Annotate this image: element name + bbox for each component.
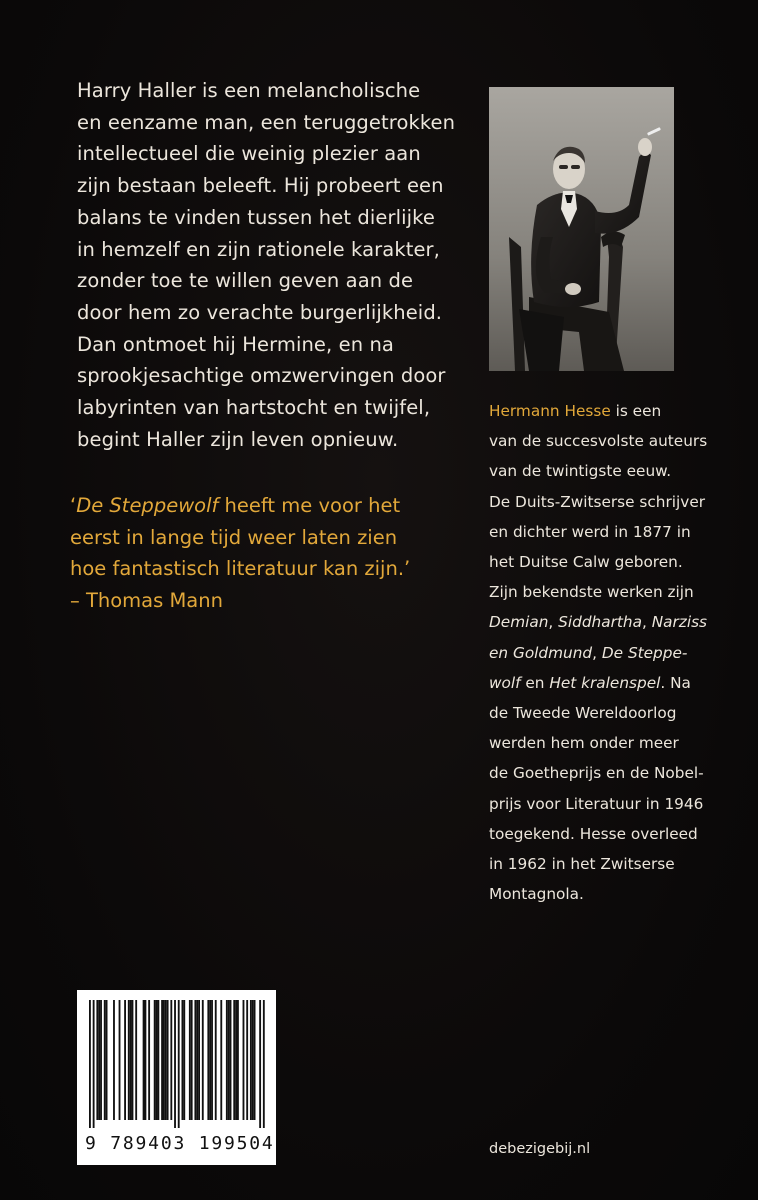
blurb-line: begint Haller zijn leven opnieuw. [77, 427, 399, 451]
barcode-bar [230, 1000, 232, 1120]
bio-line [489, 668, 689, 698]
barcode-bar [100, 1000, 102, 1120]
blurb-line: Dan ontmoet hij Hermine, en na [77, 332, 394, 356]
isbn-barcode [77, 990, 276, 1165]
barcode-bar [259, 1000, 261, 1128]
barcode-bar [93, 1000, 95, 1128]
bio-line: prijs voor Literatuur in 1946 [489, 794, 704, 813]
barcode-bar [135, 1000, 137, 1120]
bio-line: van de succesvolste auteurs [489, 432, 708, 451]
bio-line: de Goetheprijs en de Nobel- [489, 764, 704, 783]
quote-book-title: De Steppewolf [76, 494, 219, 517]
bio-line: van de twintigste eeuw. [489, 462, 672, 481]
barcode-bar [145, 1000, 147, 1120]
bio-line [489, 638, 689, 668]
barcode-bar [148, 1000, 150, 1120]
bio-separator: , [592, 643, 602, 662]
barcode-bar [167, 1000, 169, 1120]
barcode-bar [202, 1000, 204, 1120]
bio-line [489, 396, 689, 426]
barcode-bar [130, 1000, 132, 1120]
bio-separator: en [520, 673, 550, 692]
blurb-line: door hem zo verachte burgerlijkheid. [77, 300, 443, 324]
bio-text: . Na [660, 673, 691, 692]
bio-line: Zijn bekendste werken zijn [489, 583, 694, 602]
work-title: wolf [489, 673, 521, 692]
barcode-bar [174, 1000, 176, 1128]
barcode-bar [235, 1000, 237, 1120]
barcode-bar [250, 1000, 252, 1120]
barcode-bar [226, 1000, 228, 1120]
work-title: De Steppe- [601, 643, 688, 662]
barcode-bar [157, 1000, 159, 1120]
barcode-bar [154, 1000, 156, 1120]
author-photo [489, 87, 674, 371]
work-title: Siddhartha [558, 613, 642, 632]
quote-line: hoe fantastisch literatuur kan zijn.’ [70, 557, 411, 581]
blurb-line: Harry Haller is een melancholische [77, 79, 421, 102]
barcode-bar [246, 1000, 248, 1120]
bio-separator: , [548, 613, 559, 632]
blurb-line: intellectueel die weinig plezier aan [77, 142, 421, 166]
bio-line [489, 607, 708, 637]
barcode-bar [233, 1000, 235, 1120]
barcode-bar [156, 1000, 158, 1120]
barcode-bar [207, 1000, 209, 1120]
bio-line: Montagnola. [489, 885, 584, 904]
barcode-bar [252, 1000, 254, 1120]
barcode-bar [189, 1000, 191, 1120]
blurb-line: in hemzelf en zijn rationele karakter, [77, 237, 440, 261]
blurb-line: zijn bestaan beleeft. Hij probeert een [77, 174, 444, 198]
barcode-bar [98, 1000, 100, 1120]
quote-line: eerst in lange tijd weer laten zien [70, 525, 398, 549]
work-title: en Goldmund [489, 643, 593, 662]
barcode-bar [243, 1000, 245, 1120]
barcode-bar [194, 1000, 196, 1120]
blurb-line: zonder toe te willen geven aan de [77, 269, 414, 293]
barcode-bar [89, 1000, 91, 1128]
barcode-bar [106, 1000, 108, 1120]
blurb-line: sprookjesachtige omzwervingen door [77, 364, 446, 388]
bio-separator: , [641, 613, 652, 632]
barcode-bar [209, 1000, 211, 1120]
barcode-bar [183, 1000, 185, 1120]
blurb-text [77, 75, 456, 455]
barcode-bar [263, 1000, 265, 1128]
barcode-bar [132, 1000, 134, 1120]
work-title: Narziss [651, 613, 708, 632]
barcode-bar [220, 1000, 222, 1120]
barcode-bar [211, 1000, 213, 1120]
bio-line: in 1962 in het Zwitserse [489, 855, 675, 874]
quote-line [70, 490, 420, 522]
bio-line: de Tweede Wereldoorlog [489, 704, 677, 723]
barcode-bar [165, 1000, 167, 1120]
blurb-line: balans te vinden tussen het dierlijke [77, 205, 435, 229]
barcode-bar [237, 1000, 239, 1120]
bio-line: De Duits-Zwitserse schrijver [489, 492, 706, 511]
author-name: Hermann Hesse [489, 402, 611, 420]
bio-line: toegekend. Hesse overleed [489, 824, 698, 843]
barcode-bars [77, 990, 276, 1130]
barcode-bar [178, 1000, 180, 1128]
blurb-line: en eenzame man, een teruggetrokken [77, 110, 456, 134]
barcode-bar [228, 1000, 230, 1120]
work-title: Demian [489, 613, 549, 632]
review-quote [70, 490, 420, 617]
barcode-bar [170, 1000, 172, 1120]
quote-open-mark: ‘ [70, 494, 77, 517]
barcode-bar [119, 1000, 121, 1120]
author-portrait-illustration [489, 87, 674, 371]
author-bio [489, 396, 708, 909]
barcode-bar [191, 1000, 193, 1120]
quote-text: heeft me voor het [218, 494, 401, 517]
isbn-digits: 9 789403 199504 [85, 1133, 275, 1154]
barcode-bar [198, 1000, 200, 1120]
barcode-bar [128, 1000, 130, 1120]
bio-line: en dichter werd in 1877 in [489, 522, 691, 541]
bio-text: is een [610, 402, 662, 420]
barcode-bar [163, 1000, 165, 1120]
barcode-bar [104, 1000, 106, 1120]
barcode-bar [182, 1000, 184, 1120]
publisher-website: debezigebij.nl [489, 1141, 591, 1157]
quote-attribution: – Thomas Mann [70, 589, 223, 613]
barcode-bar [254, 1000, 256, 1120]
barcode-bar [113, 1000, 115, 1120]
bio-line: het Duitse Calw geboren. [489, 553, 683, 572]
barcode-bar [161, 1000, 163, 1120]
barcode-bar [124, 1000, 126, 1120]
barcode-bar [215, 1000, 217, 1120]
work-title: Het kralenspel [549, 673, 661, 692]
barcode-bar [196, 1000, 198, 1120]
bio-line: werden hem onder meer [489, 734, 679, 753]
barcode-bar [143, 1000, 145, 1120]
barcode-bar [96, 1000, 98, 1120]
blurb-line: labyrinten van hartstocht en twijfel, [77, 396, 431, 420]
